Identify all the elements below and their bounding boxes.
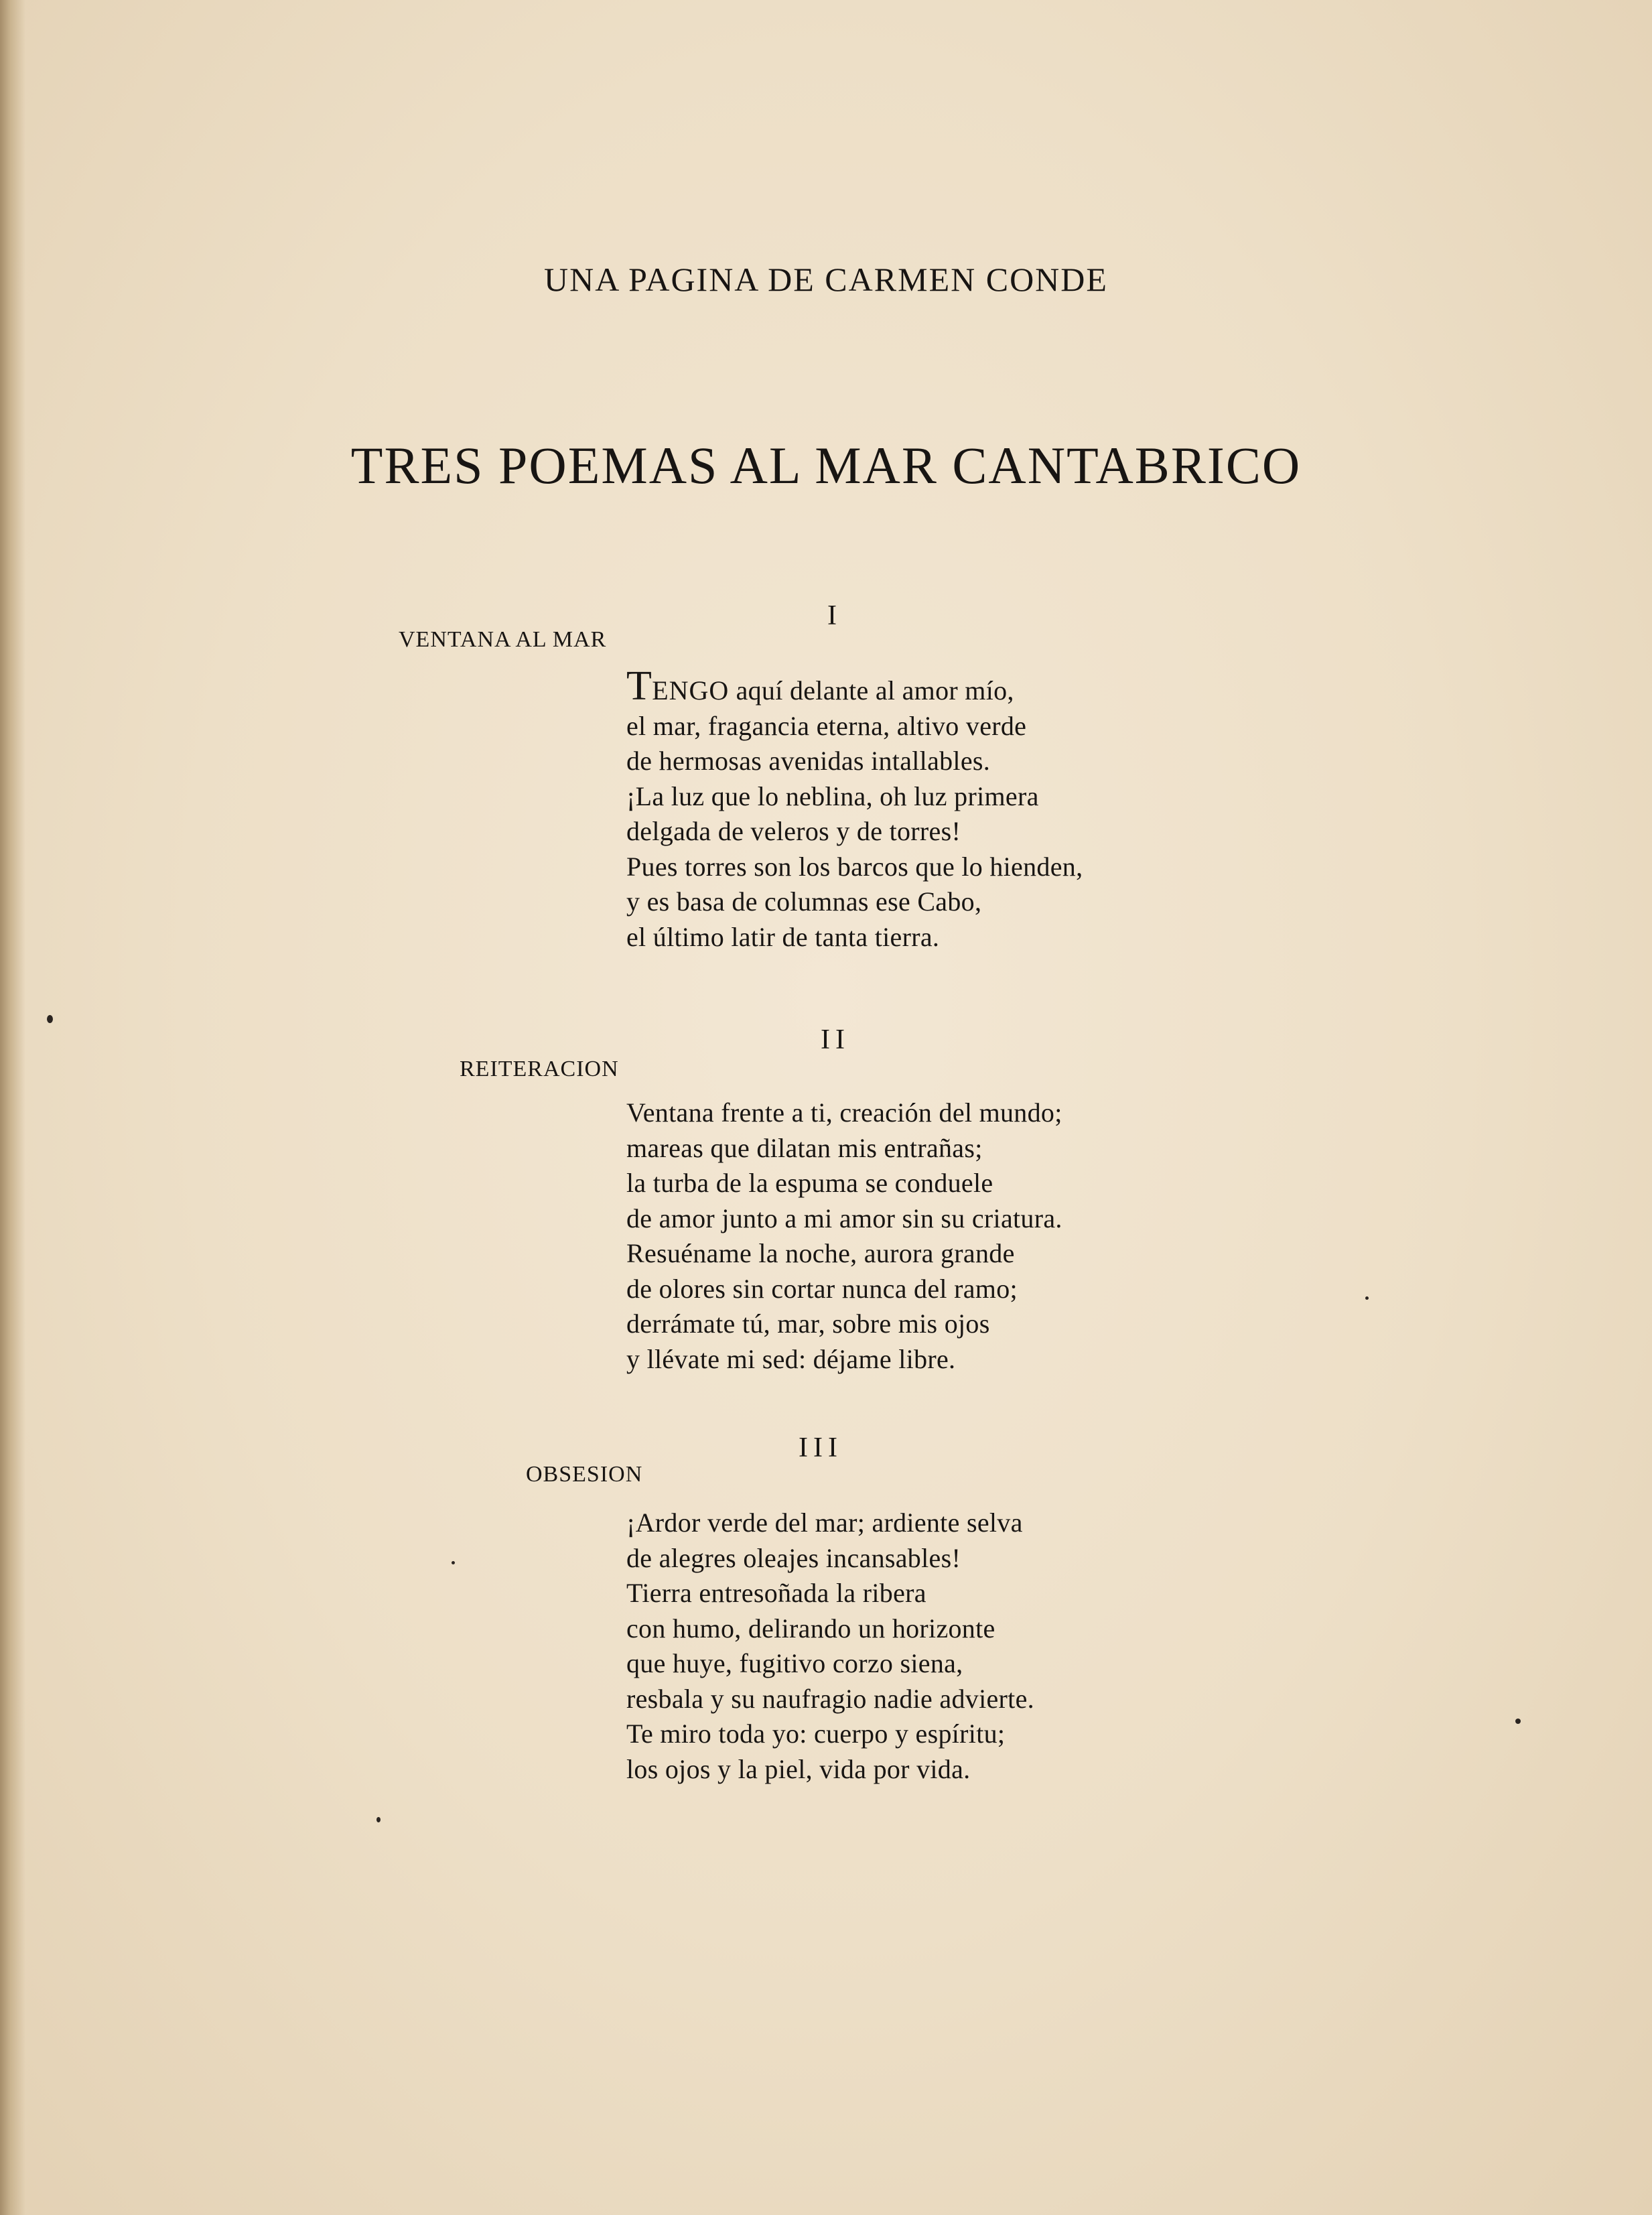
ink-speck <box>1365 1296 1369 1300</box>
poem-2-text <box>626 1095 1062 1377</box>
ink-speck <box>47 1015 53 1023</box>
poem-1-first-line <box>626 663 1083 709</box>
poem-2-label: REITERACION <box>460 1057 619 1081</box>
first-word-rest: ENGO <box>652 675 730 706</box>
poem-line: delgada de veleros y de torres! <box>626 816 961 846</box>
poem-1-text <box>626 663 1083 955</box>
poem-line: Resuéname la noche, aurora grande <box>626 1238 1015 1268</box>
poem-line: y es basa de columnas ese Cabo, <box>626 886 982 917</box>
ink-speck <box>1515 1719 1521 1724</box>
poem-line: y llévate mi sed: déjame libre. <box>626 1343 956 1374</box>
poem-line: de olores sin cortar nunca del ramo; <box>626 1273 1018 1304</box>
poem-line: ¡Ardor verde del mar; ardiente selva <box>626 1507 1023 1538</box>
page-title: TRES POEMAS AL MAR CANTABRICO <box>350 436 1302 494</box>
poem-line: ¡La luz que lo neblina, oh luz primera <box>626 781 1039 811</box>
poem-line: Pues torres son los barcos que lo hienden, <box>626 851 1083 882</box>
poem-2-numeral: II <box>821 1024 850 1055</box>
binding-edge <box>0 0 25 2215</box>
poem-3-numeral: III <box>799 1432 843 1463</box>
drop-cap: T <box>626 663 652 709</box>
first-line-tail: aquí delante al amor mío, <box>729 675 1014 706</box>
ink-speck <box>452 1561 455 1564</box>
poem-1-numeral: I <box>827 600 842 631</box>
poem-line: Te miro toda yo: cuerpo y espíritu; <box>626 1719 1006 1749</box>
poem-line: Ventana frente a ti, creación del mundo; <box>626 1097 1062 1128</box>
poem-line: que huye, fugitivo corzo siena, <box>626 1648 963 1678</box>
page-header: UNA PAGINA DE CARMEN CONDE <box>544 261 1108 298</box>
poem-line: el último latir de tanta tierra. <box>626 921 940 952</box>
poem-line: derrámate tú, mar, sobre mis ojos <box>626 1308 990 1339</box>
poem-line: con humo, delirando un horizonte <box>626 1613 995 1643</box>
poem-3-label: OBSESION <box>526 1462 643 1487</box>
poem-line: de amor junto a mi amor sin su criatura. <box>626 1203 1062 1233</box>
ink-speck <box>376 1817 381 1822</box>
poem-3-text <box>626 1505 1034 1787</box>
poem-line: los ojos y la piel, vida por vida. <box>626 1753 971 1784</box>
poem-line: de alegres oleajes incansables! <box>626 1542 961 1573</box>
poem-line: el mar, fragancia eterna, altivo verde <box>626 710 1027 741</box>
poem-line: mareas que dilatan mis entrañas; <box>626 1132 983 1163</box>
poem-line: de hermosas avenidas intallables. <box>626 746 991 776</box>
poem-line: resbala y su naufragio nadie advierte. <box>626 1683 1034 1714</box>
poem-1-label: VENTANA AL MAR <box>399 627 607 652</box>
poem-line: la turba de la espuma se conduele <box>626 1168 993 1198</box>
poem-line: Tierra entresoñada la ribera <box>626 1578 926 1608</box>
